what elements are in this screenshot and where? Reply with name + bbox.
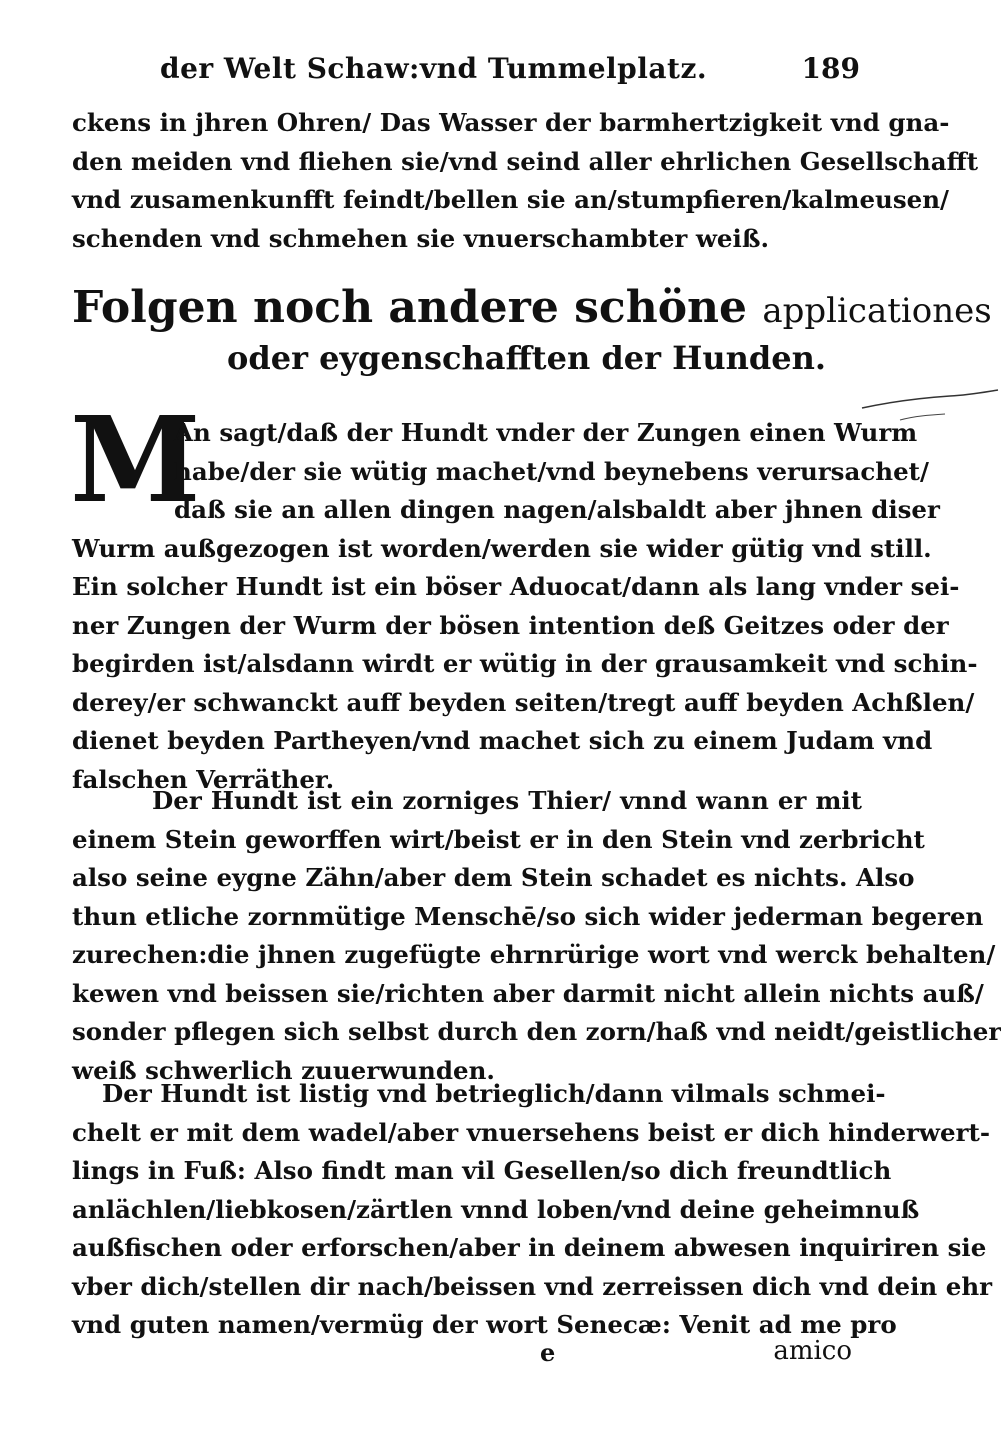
text-line: Ein solcher Hundt ist ein böser Aduocat/dann als lang vnder sei- (72, 572, 960, 601)
text-line: den meiden vnd fliehen sie/vnd seind aller ehrlichen Gesellschafft (72, 146, 979, 176)
text-line: zurechen:die jhnen zugefügte ehrnrürige wort vnd werck behalten/ (72, 940, 996, 969)
catchword: amico (773, 1336, 852, 1366)
text-line: daß sie an allen dingen nagen/alsbaldt aber jhnen diser (174, 495, 940, 524)
text-line: vnd guten namen/vermüg der wort Senecæ: Venit ad me pro (72, 1310, 897, 1339)
top-paragraph (72, 104, 979, 258)
text-line: Der Hundt ist ein zorniges Thier/ vnnd wann er mit (152, 786, 862, 815)
text-line: dienet beyden Partheyen/vnd machet sich zu einem Judam vnd (72, 726, 933, 755)
heading-main-latin: applicationes (762, 291, 992, 331)
paragraph-2 (72, 782, 1001, 1090)
text-line: falschen Verräther. (72, 764, 335, 794)
text-line: schenden vnd schmehen sie vnuerschambter weiß. (72, 223, 769, 253)
text-line: ckens in jhren Ohren/ Das Wasser der barmhertzigkeit vnd gna- (72, 108, 950, 137)
text-line: also seine eygne Zähn/aber dem Stein schadet es nichts. Also (72, 863, 915, 892)
text-line: thun etliche zornmütige Menschē/so sich wider jederman begeren (72, 901, 984, 931)
section-heading (72, 282, 992, 377)
text-line: lings in Fuß: Also findt man vil Gesellen/so dich freundtlich (72, 1156, 892, 1185)
dropcap-letter: M (70, 390, 201, 529)
text-line: derey/er schwanckt auff beyden seiten/tregt auff beyden Achßlen/ (72, 687, 975, 717)
heading-subtitle: oder eygenschafften der Hunden. (227, 339, 826, 377)
text-line: An sagt/daß der Hundt vnder der Zungen einen Wurm (174, 418, 918, 447)
text-line: ner Zungen der Wurm der bösen intention deß Geitzes oder der (72, 610, 949, 640)
text-line: vnd zusamenkunfft feindt/bellen sie an/stumpfieren/kalmeusen/ (72, 185, 949, 214)
paragraph-3 (72, 1075, 993, 1345)
text-line: habe/der sie wütig machet/vnd beynebens verursachet/ (174, 456, 929, 486)
text-line: einem Stein geworffen wirt/beist er in den Stein vnd zerbricht (72, 824, 925, 854)
text-line: chelt er mit dem wadel/aber vnuersehens beist er dich hinderwert- (72, 1117, 991, 1147)
page-number: 189 (801, 52, 860, 85)
text-line: Wurm außgezogen ist worden/werden sie wider gütig vnd still. (72, 533, 932, 563)
text-line: anlächlen/liebkosen/zärtlen vnnd loben/vnd deine geheimnuß (72, 1194, 920, 1224)
text-line: Der Hundt ist listig vnd betrieglich/dann vilmals schmei- (102, 1079, 886, 1108)
heading-main-text: Folgen noch andere schöne (72, 282, 748, 333)
text-line: außfischen oder erforschen/aber in deinem abwesen inquiriren sie (72, 1233, 987, 1262)
text-line: weiß schwerlich zuuerwunden. (72, 1055, 495, 1085)
text-line: begirden ist/alsdann wirdt er wütig in der grausamkeit vnd schin- (72, 649, 978, 678)
text-line: kewen vnd beissen sie/richten aber darmit nicht allein nichts auß/ (72, 978, 984, 1008)
signature-mark: e (540, 1338, 556, 1367)
running-title: der Welt Schaw:vnd Tummelplatz. (160, 52, 708, 85)
text-line: vber dich/stellen dir nach/beissen vnd zerreissen dich vnd dein ehr (72, 1271, 993, 1301)
heading-main (72, 282, 992, 333)
paragraph-1 (72, 414, 978, 799)
text-line: sonder pflegen sich selbst durch den zorn/haß vnd neidt/geistlicher (72, 1017, 1001, 1046)
